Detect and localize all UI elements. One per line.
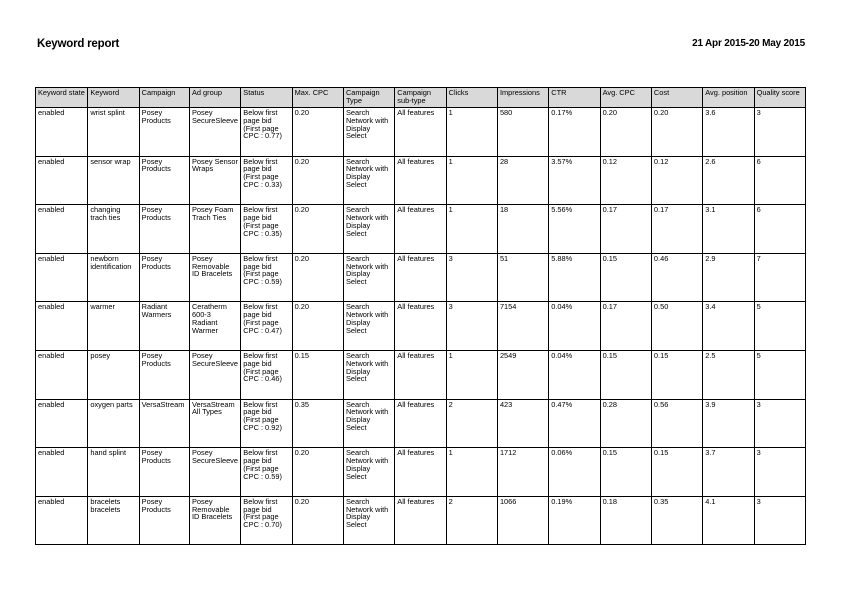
table-cell: 0.15 [292,350,343,399]
table-cell: Posey Removable ID Bracelets [189,496,240,545]
table-cell: 3 [754,448,805,497]
report-title: Keyword report [37,38,120,50]
table-cell: 1 [446,205,497,254]
table-cell: enabled [36,448,88,497]
table-cell: 2549 [497,350,548,399]
column-header: Max. CPC [292,88,343,108]
table-cell: 0.04% [549,302,600,351]
column-header: Avg. CPC [600,88,651,108]
table-cell: All features [395,399,446,448]
table-cell: 5.56% [549,205,600,254]
table-cell: Search Network with Display Select [343,399,394,448]
table-cell: newborn identification [88,253,139,302]
table-cell: 3 [446,302,497,351]
table-cell: enabled [36,108,88,157]
table-cell: 2 [446,496,497,545]
table-cell: Below first page bid (First page CPC : 0.35) [241,205,292,254]
table-cell: 28 [497,156,548,205]
table-cell: 0.50 [651,302,702,351]
header-row [36,88,806,108]
table-row [36,205,806,254]
table-cell: enabled [36,496,88,545]
column-header: Campaign Type [343,88,394,108]
table-cell: VersaStream All Types [189,399,240,448]
table-cell: VersaStream [139,399,189,448]
table-cell: Search Network with Display Select [343,350,394,399]
table-cell: Posey Products [139,496,189,545]
table-cell: 0.20 [292,156,343,205]
column-header: Avg. position [703,88,754,108]
table-cell: 0.04% [549,350,600,399]
table-row [36,448,806,497]
table-cell: 2.5 [703,350,754,399]
table-cell: Search Network with Display Select [343,302,394,351]
table-cell: 0.35 [651,496,702,545]
table-cell: 423 [497,399,548,448]
table-cell: enabled [36,399,88,448]
table-cell: hand splint [88,448,139,497]
table-cell: 0.15 [600,448,651,497]
table-cell: All features [395,253,446,302]
table-cell: 0.20 [292,496,343,545]
table-cell: Below first page bid (First page CPC : 0.33) [241,156,292,205]
column-header: Cost [651,88,702,108]
table-cell: 0.56 [651,399,702,448]
table-cell: Posey Products [139,205,189,254]
table-cell: Posey Foam Trach Ties [189,205,240,254]
table-cell: Below first page bid (First page CPC : 0.46) [241,350,292,399]
table-cell: 0.06% [549,448,600,497]
table-cell: Posey SecureSleeve [189,108,240,157]
table-cell: Posey Products [139,448,189,497]
table-cell: 3.57% [549,156,600,205]
table-row [36,156,806,205]
table-cell: 3.4 [703,302,754,351]
table-cell: 5 [754,302,805,351]
table-cell: 0.17% [549,108,600,157]
table-cell: 580 [497,108,548,157]
table-cell: Radiant Warmers [139,302,189,351]
table-row [36,399,806,448]
table-cell: Posey SecureSleeve [189,350,240,399]
table-cell: 0.15 [600,350,651,399]
table-cell: wrist splint [88,108,139,157]
table-cell: Posey SecureSleeve [189,448,240,497]
table-cell: 0.47% [549,399,600,448]
table-cell: bracelets bracelets [88,496,139,545]
table-cell: Ceratherm 600-3 Radiant Warmer [189,302,240,351]
column-header: Keyword state [36,88,88,108]
table-cell: All features [395,448,446,497]
table-cell: 0.35 [292,399,343,448]
table-cell: warmer [88,302,139,351]
table-row [36,302,806,351]
table-cell: All features [395,496,446,545]
table-cell: All features [395,205,446,254]
table-cell: 3.1 [703,205,754,254]
column-header: Campaign sub-type [395,88,446,108]
table-cell: Search Network with Display Select [343,205,394,254]
column-header: Clicks [446,88,497,108]
table-cell: posey [88,350,139,399]
table-cell: 7 [754,253,805,302]
table-cell: Search Network with Display Select [343,108,394,157]
table-cell: Below first page bid (First page CPC : 0.77) [241,108,292,157]
column-header: Impressions [497,88,548,108]
table-cell: 1 [446,448,497,497]
column-header: Keyword [88,88,139,108]
table-cell: 0.20 [292,205,343,254]
column-header: CTR [549,88,600,108]
column-header: Status [241,88,292,108]
table-cell: enabled [36,253,88,302]
table-cell: 0.12 [651,156,702,205]
table-cell: 6 [754,205,805,254]
table-cell: Posey Products [139,108,189,157]
table-cell: 7154 [497,302,548,351]
keyword-table [35,87,806,545]
table-cell: Search Network with Display Select [343,496,394,545]
table-cell: 2 [446,399,497,448]
table-cell: All features [395,156,446,205]
table-body [36,108,806,545]
table-cell: 18 [497,205,548,254]
table-cell: 0.20 [600,108,651,157]
table-cell: 0.12 [600,156,651,205]
table-cell: Search Network with Display Select [343,156,394,205]
table-cell: 1712 [497,448,548,497]
table-cell: Posey Removable ID Bracelets [189,253,240,302]
table-cell: 5 [754,350,805,399]
table-row [36,496,806,545]
table-cell: 0.20 [292,108,343,157]
table-cell: 0.20 [292,302,343,351]
table-cell: enabled [36,156,88,205]
table-cell: 3.9 [703,399,754,448]
table-cell: Below first page bid (First page CPC : 0.70) [241,496,292,545]
table-cell: 0.46 [651,253,702,302]
table-cell: Below first page bid (First page CPC : 0.92) [241,399,292,448]
table-cell: Below first page bid (First page CPC : 0.47) [241,302,292,351]
table-cell: 0.20 [651,108,702,157]
table-row [36,350,806,399]
table-cell: 1 [446,108,497,157]
table-cell: Search Network with Display Select [343,253,394,302]
table-cell: 0.20 [292,253,343,302]
table-cell: 3.6 [703,108,754,157]
table-cell: enabled [36,205,88,254]
table-cell: Posey Sensor Wraps [189,156,240,205]
table-cell: 3 [754,108,805,157]
table-cell: 1066 [497,496,548,545]
table-cell: enabled [36,302,88,351]
table-cell: 1 [446,156,497,205]
table-cell: Posey Products [139,253,189,302]
table-cell: 0.20 [292,448,343,497]
table-row [36,108,806,157]
table-cell: sensor wrap [88,156,139,205]
column-header: Ad group [189,88,240,108]
table-cell: 0.15 [651,448,702,497]
table-cell: enabled [36,350,88,399]
table-cell: 3.7 [703,448,754,497]
table-cell: 51 [497,253,548,302]
table-cell: 3 [754,399,805,448]
column-header: Campaign [139,88,189,108]
report-date-range: 21 Apr 2015-20 May 2015 [692,38,805,49]
table-cell: 0.28 [600,399,651,448]
table-cell: 0.15 [600,253,651,302]
table-cell: 4.1 [703,496,754,545]
table-cell: 0.17 [651,205,702,254]
table-cell: Posey Products [139,350,189,399]
table-cell: changing trach ties [88,205,139,254]
table-cell: oxygen parts [88,399,139,448]
table-cell: 0.19% [549,496,600,545]
table-cell: Below first page bid (First page CPC : 0.59) [241,253,292,302]
table-cell: 0.15 [651,350,702,399]
table-cell: 5.88% [549,253,600,302]
table-cell: 0.17 [600,302,651,351]
table-cell: Posey Products [139,156,189,205]
table-cell: All features [395,350,446,399]
table-cell: 1 [446,350,497,399]
table-cell: 3 [754,496,805,545]
table-cell: All features [395,108,446,157]
table-cell: 2.9 [703,253,754,302]
table-cell: 2.6 [703,156,754,205]
table-row [36,253,806,302]
table-cell: All features [395,302,446,351]
table-cell: 6 [754,156,805,205]
table-cell: 0.17 [600,205,651,254]
table-cell: 3 [446,253,497,302]
table-cell: Below first page bid (First page CPC : 0.59) [241,448,292,497]
table-cell: Search Network with Display Select [343,448,394,497]
table-cell: 0.18 [600,496,651,545]
column-header: Quality score [754,88,805,108]
